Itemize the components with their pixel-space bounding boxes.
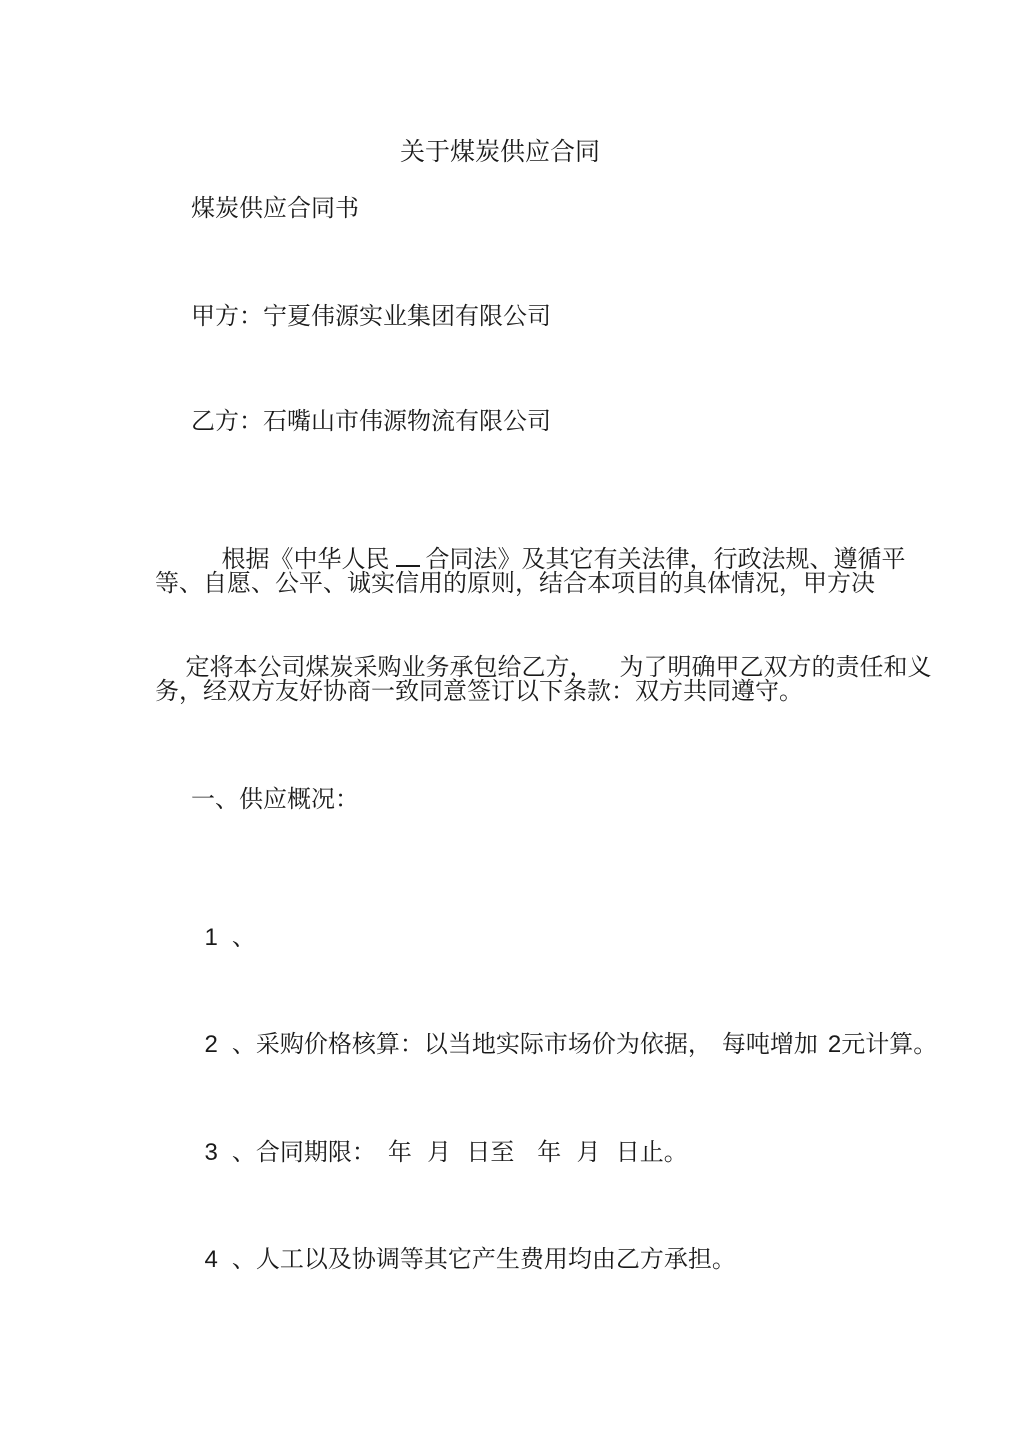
item-3-number: 3: [204, 1139, 218, 1166]
item-1: [174, 892, 256, 983]
intro-line-4: 务，经双方友好协商一致同意签订以下条款：双方共同遵守。: [155, 677, 803, 705]
intro-line-3b: 为了明确甲乙双方的责任和义: [619, 653, 932, 681]
intro-line-1b: 合同法》及其它有关法律，行政法规、遵循平: [425, 545, 906, 573]
item-3-date: 年 月 日至 年 月 日止。: [387, 1138, 688, 1166]
item-1-text: 、: [231, 923, 256, 951]
party-a: 甲方：宁夏伟源实业集团有限公司: [191, 302, 551, 330]
intro-line-3a: 定将本公司煤炭采购业务承包给乙方，: [185, 653, 594, 681]
intro-line-1a: 根据《中华人民: [221, 545, 390, 573]
intro-line-2: 等、自愿、公平、诚实信用的原则，结合本项目的具体情况，甲方决: [155, 569, 875, 597]
document-title: 关于煤炭供应合同: [399, 137, 600, 166]
item-4: [174, 1214, 736, 1305]
item-2-text3: 元计算。: [841, 1030, 938, 1058]
item-1-number: 1: [204, 924, 218, 951]
item-3-text: 、合同期限：: [231, 1138, 376, 1166]
item-2-number2: 2: [827, 1031, 842, 1058]
item-4-number: 4: [204, 1246, 218, 1273]
item-2-text2: 每吨增加: [721, 1030, 818, 1058]
document-subtitle: 煤炭供应合同书: [191, 194, 359, 222]
blank-underline: [396, 545, 420, 567]
section-1-heading: 一、供应概况：: [191, 785, 359, 813]
party-b: 乙方：石嘴山市伟源物流有限公司: [191, 407, 551, 435]
item-2-text: 、采购价格核算：以当地实际市场价为依据，: [231, 1030, 712, 1058]
item-2: [174, 999, 937, 1090]
item-3: [174, 1107, 688, 1198]
item-4-text: 、人工以及协调等其它产生费用均由乙方承担。: [231, 1245, 736, 1273]
item-2-number: 2: [204, 1031, 218, 1058]
